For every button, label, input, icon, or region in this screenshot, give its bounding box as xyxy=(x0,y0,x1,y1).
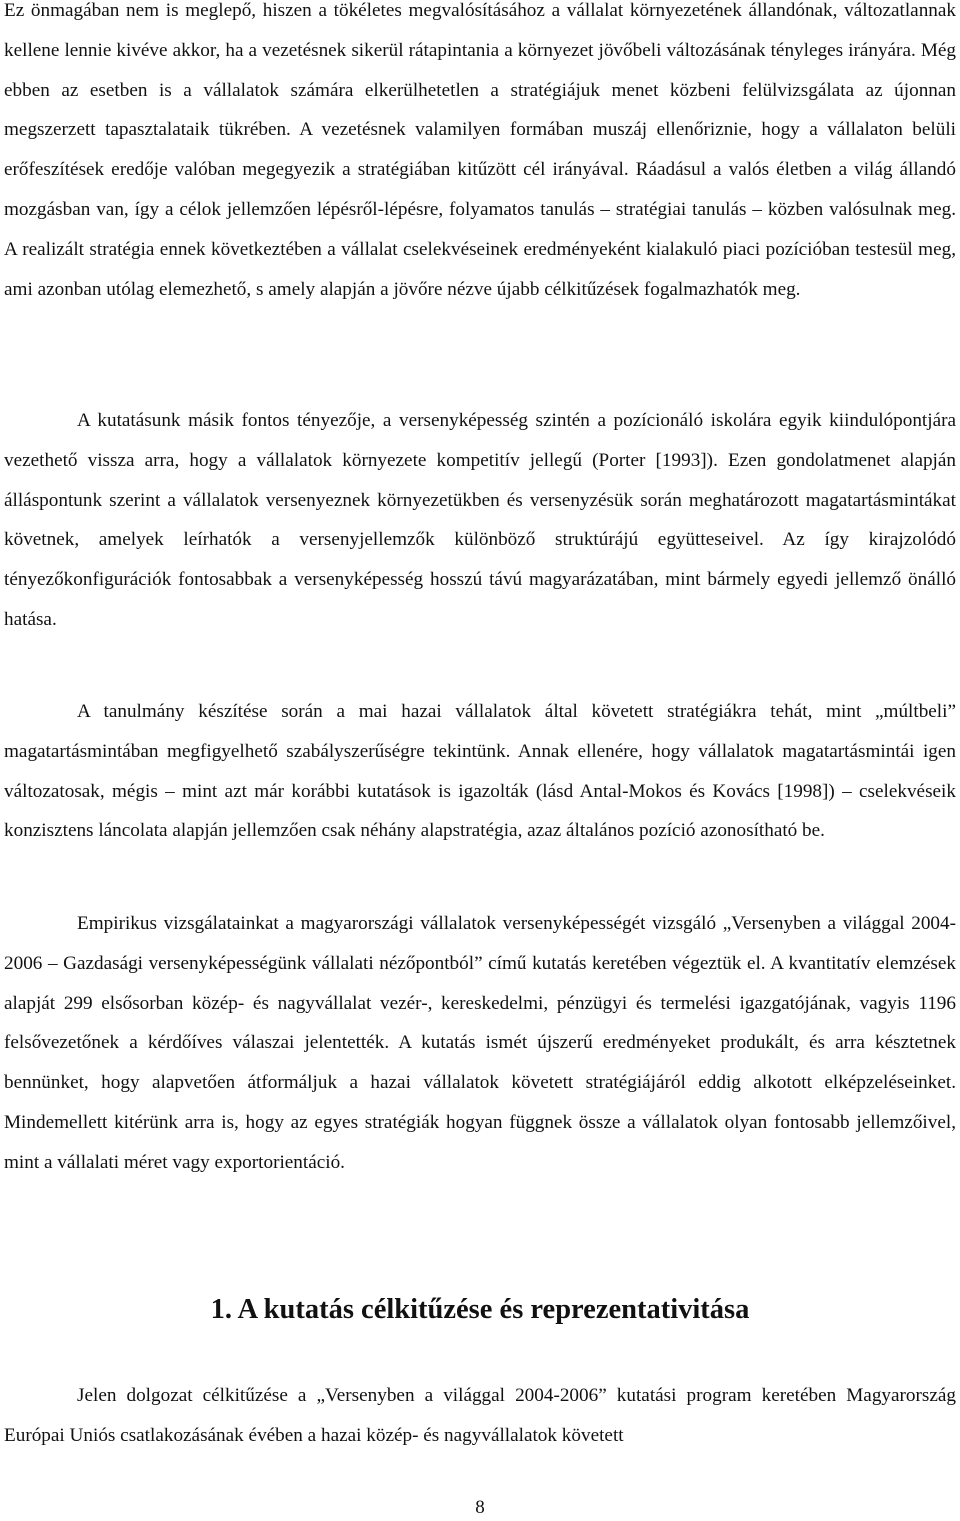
paragraph-research-goal: Jelen dolgozat célkitűzése a „Versenyben a világgal 2004-2006” kutatási program keretében Magyarország Európai Uniós csatlakozásának évében a hazai közép- és nagyvállalatok követett xyxy=(4,1385,956,1446)
page-number: 8 xyxy=(475,1497,485,1518)
paragraph-competitiveness: A kutatásunk másik fontos tényezője, a versenyképesség szintén a pozícionáló iskolára egyik kiindulópontjára vezethető vissza arra, hogy a vállalatok környezete kompetitív jellegű (Porter [1993]). Ezen gondolatmenet alapján álláspontunk szerint a vállalatok versenyeznek környezetükben és versenyzésük során meghatározott magatartásmintákat követnek, amelyek leírhatók a versenyjellemzők különböző struktúrájú együtteseivel. Az így kirajzolódó tényezőkonfigurációk fontosabbak a versenyképesség hosszú távú magyarázatában, mint bármely egyedi jellemző önálló hatása. xyxy=(4,410,956,630)
paragraph-empirical-research: Empirikus vizsgálatainkat a magyarországi vállalatok versenyképességét vizsgáló „Versenyben a világgal 2004-2006 – Gazdasági versenyképességünk vállalati nézőpontból” című kutatás keretében végeztük el. A kvantitatív elemzések alapját 299 elsősorban közép- és nagyvállalat vezér-, kereskedelmi, pénzügyi és termelési igazgatójának, vagyis 1196 felsővezetőnek a kérdőíves válaszai jelentették. A kutatás ismét újszerű eredményeket produkált, és arra késztetnek bennünket, hogy alapvetően átformáljuk a hazai vállalatok követett stratégiájáról eddig alkotott elképzeléseinket. Mindemellett kitérünk arra is, hogy az egyes stratégiák hogyan függnek össze a vállalatok olyan fontosabb jellemzőivel, mint a vállalati méret vagy exportorientáció. xyxy=(4,913,956,1173)
paragraph-strategy-learning: Ez önmagában nem is meglepő, hiszen a tökéletes megvalósításához a vállalat környezetének állandónak, változatlannak kellene lennie kivéve akkor, ha a vezetésnek sikerül rátapintania a környezet jövőbeli változásának tényleges irányára. Még ebben az esetben is a vállalatok számára elkerülhetetlen a stratégiájuk menet közbeni felülvizsgálata az újonnan megszerzett tapasztalataik tükrében. A vezetésnek valamilyen formában muszáj ellenőriznie, hogy a vállalaton belüli erőfeszítések eredője valóban megegyezik a stratégiában kitűzött cél irányával. Ráadásul a valós életben a világ állandó mozgásban van, így a célok jellemzően lépésről-lépésre, folyamatos tanulás – stratégiai tanulás – közben valósulnak meg. A realizált stratégia ennek következtében a vállalat cselekvéseinek eredményeként kialakuló piaci pozícióban testesül meg, ami azonban utólag elemezhető, s amely alapján a jövőre nézve újabb célkitűzések fogalmazhatók meg. xyxy=(4,0,956,300)
paragraph-behavior-patterns: A tanulmány készítése során a mai hazai vállalatok által követett stratégiákra tehát, mint „múltbeli” magatartásmintában megfigyelhető szabályszerűségre tekintünk. Annak ellenére, hogy vállalatok magatartásmintái igen változatosak, mégis – mint azt már korábbi kutatások is igazolták (lásd Antal-Mokos és Kovács [1998]) – cselekvéseik konzisztens láncolata alapján jellemzően csak néhány alapstratégia, azaz általános pozíció azonosítható be. xyxy=(4,701,956,842)
section-heading: 1. A kutatás célkitűzése és reprezentativitása xyxy=(210,1294,750,1325)
